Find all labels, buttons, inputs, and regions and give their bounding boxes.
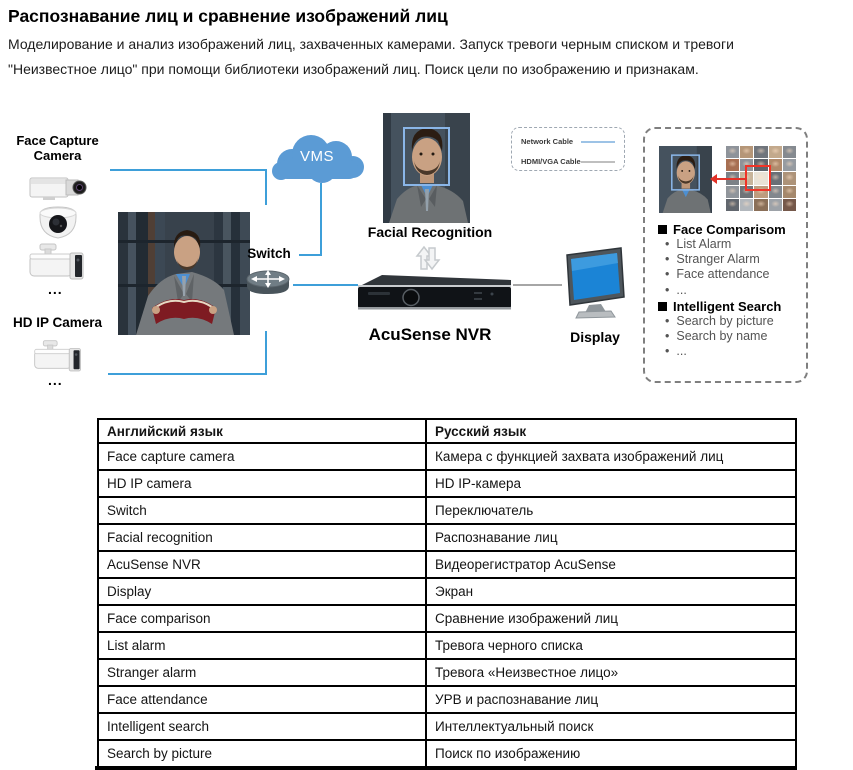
display-label: Display	[570, 329, 620, 345]
feature-item	[658, 252, 808, 267]
cell-russian: Переключатель	[426, 497, 796, 524]
dome-camera-icon	[37, 205, 79, 239]
facial-recognition-label: Facial Recognition	[367, 224, 493, 240]
feature-item-text: Search by name	[676, 329, 768, 344]
cell-english: Face comparison	[98, 605, 426, 632]
translation-table-body	[98, 443, 796, 767]
page-title: Распознавание лиц и сравнение изображений лиц	[8, 6, 448, 26]
hd-ip-camera-label: HD IP Camera	[12, 315, 103, 330]
nvr-device	[356, 272, 514, 317]
feature-section-title	[658, 299, 808, 314]
translation-table	[97, 418, 797, 768]
black-square-bullet-icon	[658, 302, 667, 311]
feature-section-title	[658, 222, 808, 237]
feature-item-text: List Alarm	[676, 237, 732, 251]
cell-english: Face attendance	[98, 686, 426, 713]
face-thumbnail	[740, 146, 753, 158]
feature-section-title-text: Intelligent Search	[673, 298, 782, 314]
cell-russian: УРВ и распознавание лиц	[426, 686, 796, 713]
cell-russian: Тревога черного списка	[426, 632, 796, 659]
cell-english: List alarm	[98, 632, 426, 659]
matched-face-highlight-box	[745, 165, 771, 191]
cell-russian: Поиск по изображению	[426, 740, 796, 767]
switch-label: Switch	[247, 246, 291, 261]
face-thumbnail	[754, 199, 767, 211]
bullet-camera-icon	[30, 339, 86, 377]
table-cutoff-bar	[95, 766, 797, 770]
feature-item-text: Face attendance	[676, 267, 770, 282]
cell-russian: Распознавание лиц	[426, 524, 796, 551]
match-arrow-line	[716, 178, 747, 180]
table-header-english: Английский язык	[98, 419, 426, 443]
network-cable-line	[108, 373, 267, 375]
cell-russian: Сравнение изображений лиц	[426, 605, 796, 632]
bullet-dot-icon: •	[665, 282, 670, 297]
cell-english: Search by picture	[98, 740, 426, 767]
hdmi-vga-cable-line	[513, 284, 562, 286]
table-row	[98, 470, 796, 497]
table-row	[98, 686, 796, 713]
face-capture-camera-label: Face Capture Camera	[16, 133, 99, 163]
cell-english: Stranger alarm	[98, 659, 426, 686]
face-thumbnail	[754, 146, 767, 158]
network-cable-legend-line	[581, 141, 615, 143]
table-row	[98, 578, 796, 605]
cell-english: Face capture camera	[98, 443, 426, 470]
feature-item	[658, 344, 808, 359]
face-thumbnail	[783, 199, 796, 211]
cell-russian: Интеллектуальный поиск	[426, 713, 796, 740]
box-camera-icon	[29, 171, 87, 202]
table-row	[98, 524, 796, 551]
network-cable-legend-label: Network Cable	[521, 137, 574, 146]
face-thumbnail	[783, 172, 796, 184]
feature-item	[658, 314, 808, 329]
face-thumbnail	[740, 199, 753, 211]
feature-item-text: Stranger Alarm	[676, 252, 760, 267]
feature-item-text: Search by picture	[676, 313, 774, 328]
cell-english: AcuSense NVR	[98, 551, 426, 578]
up-down-arrow-icon	[411, 243, 445, 273]
hdmi-vga-legend-label: HDMI/VGA Cable	[521, 157, 581, 166]
face-thumbnail	[769, 146, 782, 158]
cell-english: Facial recognition	[98, 524, 426, 551]
cell-russian: HD IP-камера	[426, 470, 796, 497]
table-row	[98, 632, 796, 659]
bullet-dot-icon: •	[665, 267, 670, 282]
face-thumbnail	[726, 146, 739, 158]
cell-russian: Экран	[426, 578, 796, 605]
cell-russian: Видеорегистратор AcuSense	[426, 551, 796, 578]
feature-item	[658, 283, 808, 298]
man-reading-photo	[118, 212, 250, 335]
switch-icon	[245, 267, 291, 297]
table-row	[98, 497, 796, 524]
bullet-dot-icon: •	[665, 237, 670, 251]
feature-item	[658, 267, 808, 282]
feature-section-title-text: Face Comparisom	[673, 222, 786, 237]
nvr-label: AcuSense NVR	[368, 325, 492, 344]
feature-sections	[658, 221, 808, 359]
bullet-dot-icon: •	[665, 313, 670, 328]
table-row	[98, 713, 796, 740]
face-thumbnail	[726, 159, 739, 171]
description-line-1: Моделирование и анализ изображений лиц, захваченных камерами. Запуск тревоги черным списком и тревоги	[8, 36, 734, 52]
bullet-camera-icon	[26, 242, 88, 286]
cell-english: Intelligent search	[98, 713, 426, 740]
match-arrow-head-icon	[710, 174, 717, 184]
face-thumbnail	[783, 159, 796, 171]
display-monitor-icon	[559, 245, 629, 321]
face-thumbnail	[783, 146, 796, 158]
feature-item	[658, 329, 808, 344]
translation-table-wrap	[97, 418, 797, 768]
bullet-dot-icon: •	[665, 344, 670, 359]
network-cable-line	[110, 169, 267, 171]
cell-english: HD IP camera	[98, 470, 426, 497]
network-cable-line	[320, 183, 322, 256]
face-thumbnail	[726, 199, 739, 211]
network-cable-line	[293, 284, 358, 286]
cell-english: Display	[98, 578, 426, 605]
network-cable-line	[265, 331, 267, 375]
cell-russian: Камера с функцией захвата изображений лиц	[426, 443, 796, 470]
ellipsis-text: ...	[48, 281, 63, 297]
table-header-russian: Русский язык	[426, 419, 796, 443]
vms-label: VMS	[299, 148, 334, 165]
feature-item-text: ...	[676, 344, 687, 359]
table-row	[98, 605, 796, 632]
feature-item-text: ...	[676, 282, 687, 297]
feature-item	[658, 237, 808, 252]
hdmi-vga-legend-line	[581, 161, 615, 163]
cell-russian: Тревога «Неизвестное лицо»	[426, 659, 796, 686]
table-row	[98, 551, 796, 578]
face-thumbnail	[783, 186, 796, 198]
table-row	[98, 659, 796, 686]
face-thumbnail	[769, 199, 782, 211]
network-cable-line	[299, 254, 322, 256]
cell-english: Switch	[98, 497, 426, 524]
matched-face-photo	[658, 146, 713, 213]
table-row	[98, 443, 796, 470]
bullet-dot-icon: •	[665, 252, 670, 267]
table-row	[98, 740, 796, 767]
bullet-dot-icon: •	[665, 329, 670, 344]
facial-recognition-photo	[383, 113, 470, 223]
ellipsis-text: ...	[48, 372, 63, 388]
black-square-bullet-icon	[658, 225, 667, 234]
cable-legend	[511, 127, 625, 171]
face-thumbnail	[726, 186, 739, 198]
description-line-2: "Неизвестное лицо" при помощи библиотеки изображений лиц. Поиск цели по изображению и признакам.	[8, 61, 699, 77]
